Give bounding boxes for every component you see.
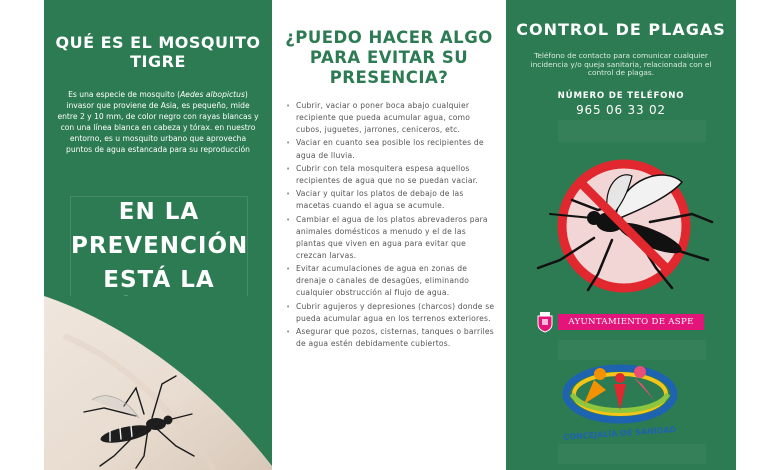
decorative-shade	[558, 444, 706, 464]
prevention-tip: • Cubrir agujeros y depresiones (charcos) donde se pueda acumular agua en los terrenos exteriores.	[286, 301, 495, 323]
species-name: Aedes albopictus	[180, 90, 245, 99]
middle-panel	[272, 0, 506, 470]
slogan-line-3: ESTÁ LA	[103, 267, 215, 293]
bullet-icon: •	[286, 215, 291, 224]
bullet-icon: •	[286, 302, 291, 311]
bullet-icon: •	[286, 102, 291, 110]
ayuntamiento-label: AYUNTAMIENTO DE ASPE	[558, 314, 704, 330]
concejalia-logo	[554, 360, 686, 444]
bullet-icon: •	[286, 265, 291, 274]
prevention-title: ¿PUEDO HACER ALGO PARA EVITAR SU PRESENCIA?	[285, 28, 493, 87]
ayuntamiento-logo	[536, 311, 704, 333]
bullet-icon: •	[286, 190, 291, 199]
crest-icon	[536, 311, 554, 333]
prevention-tip: • Asegurar que pozos, cisternas, tanques o barriles de agua estén debidamente cubiertos.	[286, 327, 494, 349]
right-panel	[506, 0, 736, 470]
prevention-tip: • Evitar acumulaciones de agua en zonas de drenaje o canales de desagües, eliminando cualquier obstrucción al flujo de agua.	[286, 264, 470, 298]
prevention-tip: • Vaciar en cuanto sea posible los recipientes de agua de lluvia.	[286, 138, 484, 160]
decorative-shade	[558, 340, 706, 360]
slogan-line-1: EN LA	[118, 199, 200, 225]
prevention-tip: • Vaciar y quitar los platos de debajo de las macetas cuando el agua se acumule.	[286, 189, 464, 211]
concejalia-label: CONCEJALÍA DE SANIDAD	[563, 425, 677, 442]
mosquito-info-title: QUÉ ES EL MOSQUITO TIGRE	[55, 33, 261, 71]
bullet-icon: •	[286, 328, 291, 336]
slogan-line-2: PREVENCIÓN	[71, 233, 249, 259]
pest-control-title: CONTROL DE PLAGAS	[516, 20, 726, 39]
prevention-tip: • Cubrir con tela mosquitera espesa aquellos recipientes de agua que no se puedan vaciar.	[286, 163, 478, 185]
prevention-tip: • Cubrir, vaciar o poner boca abajo cualquier recipiente que pueda acumular agua, como cubos, juguetes, jarrones, ceniceros, etc.	[286, 101, 471, 135]
left-panel	[44, 0, 272, 470]
no-mosquito-icon	[532, 156, 716, 298]
decorative-shade	[558, 120, 706, 142]
phone-label: NÚMERO DE TELÉFONO	[557, 90, 685, 101]
phone-number: 965 06 33 02	[576, 102, 666, 117]
mosquito-info-text: Es una especie de mosquito (Aedes albopictus) invasor que proviene de Asia, es pequeño, mide entre 2 y 10 mm, de color negro con rayas blancas y con una línea blanca en cabeza y tórax. en nuestro entorno, es u mosquito urbano que aprovecha puntos de agua estancada para su reproducción	[57, 90, 259, 154]
bullet-icon: •	[286, 164, 291, 173]
prevention-tip: • Cambiar el agua de los platos abrevaderos para animales domésticos a menudo y el de las plantas que viven en agua para evitar que crezcan larvas.	[286, 214, 488, 260]
bullet-icon: •	[286, 139, 291, 148]
mosquito-photo	[44, 296, 272, 470]
prevention-list	[286, 100, 496, 350]
contact-text: Teléfono de contacto para comunicar cualquier incidencia y/o queja sanitaria, relacionada con el control de plagas.	[530, 51, 712, 78]
slogan-box	[70, 196, 248, 304]
